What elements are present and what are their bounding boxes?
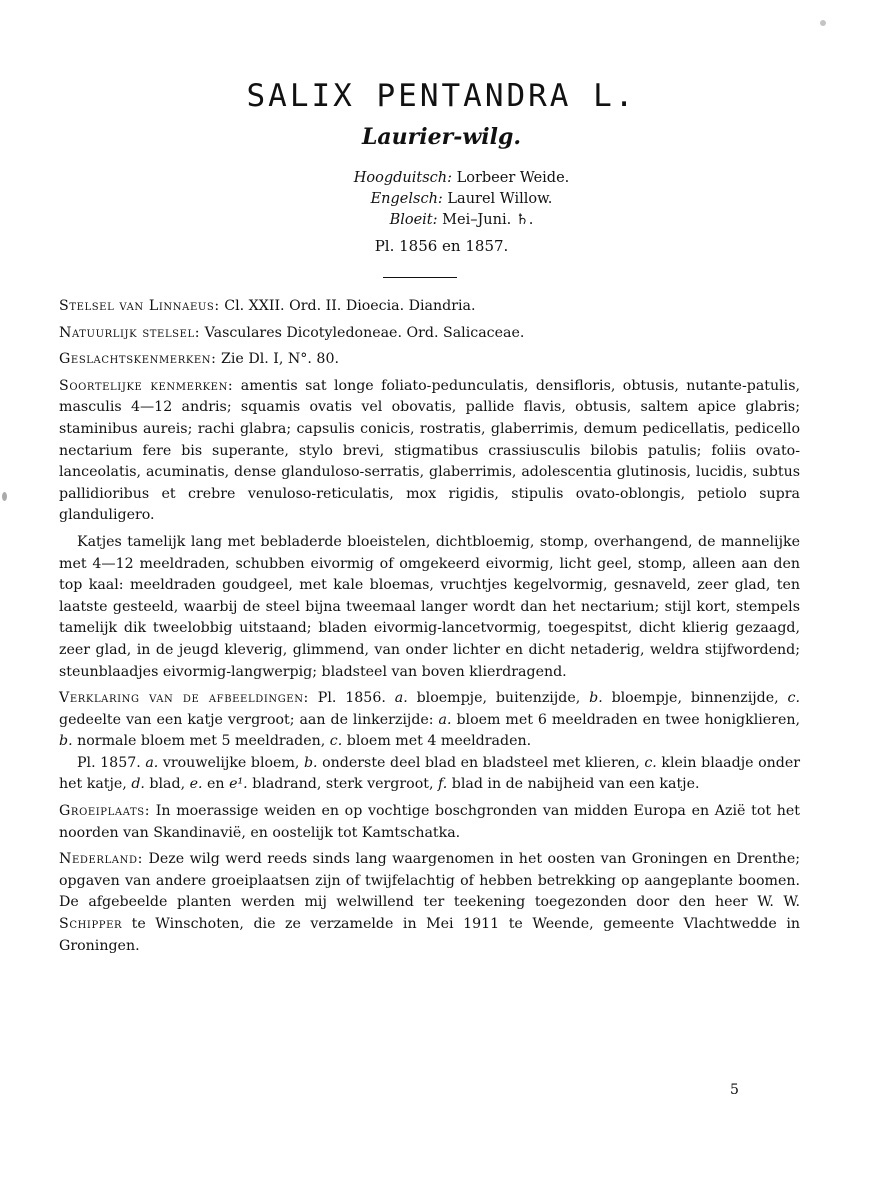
section-text: te Winschoten, die ze verzamelde in Mei 1911 te Weende, gemeente Vlachtwedde in Groningen. [59,916,800,954]
figure-letter: f. [437,776,448,793]
figure-letter: e¹. [229,776,248,793]
section-label: Groeiplaats: [59,803,151,820]
scan-speck [820,20,826,26]
section-verklaring [59,688,800,753]
section-text: Zie Dl. I, N°. 80. [216,351,339,368]
section-natuurlijk [59,323,800,345]
text-run: bloempje, buitenzijde, [407,690,590,707]
section-nederland [59,849,800,957]
section-text: Cl. XXII. Ord. II. Dioecia. Diandria. [219,298,476,314]
text-run: klein blaadje onder het katje, [59,754,801,793]
figure-letter: a. [394,690,408,707]
text-run: en [202,776,230,793]
page-subtitle: Laurier-wilg. [361,124,522,150]
name-value: Lorbeer Weide. [456,170,570,186]
text-run: bladrand, sterk vergroot, [247,776,438,793]
text-run: vrouwelijke bloem, [158,754,304,771]
section-groeiplaats [59,801,800,844]
figure-letter: e. [189,776,203,793]
text-run: blad in de nabijheid van een katje. [447,776,700,793]
text-run: bloem met 6 meeldraden en twee honigklieren, [451,711,800,728]
page-title: SALIX PENTANDRA L. [246,78,637,114]
text-run: normale bloem met 5 meeldraden, [72,733,330,750]
section-pl1857 [59,753,800,796]
section-soort [59,376,800,527]
figure-letter: b. [303,754,318,771]
figure-letter: a. [438,711,452,728]
section-label: Stelsel van Linnaeus: [59,298,220,314]
section-label: Natuurlijk stelsel: [59,324,201,341]
section-label: Nederland: [59,851,143,868]
divider [383,277,457,278]
figure-letter: b. [59,733,73,750]
section-label: Verklaring van de afbeeldingen: [59,690,309,707]
text-run: gedeelte van een katje vergroot; aan de linkerzijde: [59,711,439,728]
name-row-english [40,189,883,210]
section-stelsel [59,296,800,318]
person-name: Schipper [59,916,123,933]
text-run: blad, [144,776,190,793]
text-run: Pl. 1857. [77,754,146,771]
common-names [0,168,883,231]
section-geslacht [59,349,800,371]
figure-letter: c. [329,733,343,750]
section-text: amentis sat longe foliato-pedunculatis, densifloris, obtusis, nutante-patulis, masculis 4—12 andris; squamis ovatis vel obovatis, pallide flavis, obtusis, saltem apice glabris; staminibus aureis; rachi glabra; capsulis conicis, rostratis, glaberrimis, demum pedicellatis, pedicello nectarium fere bis superante, stylo brevi, stigmatibus crassiusculis bilobis patulis; foliis ovato-lanceolatis, acuminatis, dense glanduloso-serratis, glaberrimis, adolescentia glutinosis, lucidis, subtus pallidioribus et crebre venuloso-reticulatis, mox rigidis, stipulis ovato-oblongis, petiolo supra glanduligero. [59,377,800,524]
section-text: In moerassige weiden en op vochtige boschgronden van midden Europa en Azië tot het noorden van Skandinavië, en oostelijk tot Kamtschatka. [59,803,800,841]
name-row-german [40,168,883,189]
figure-letter: a. [145,754,159,771]
scan-speck [2,492,7,501]
figure-letter: b. [589,690,603,707]
text-run: bloem met 4 meeldraden. [342,733,532,750]
name-value: Mei–Juni. ♄. [442,212,534,228]
figure-letter: c. [787,690,800,707]
description-body [59,296,800,957]
section-katjes: Katjes tamelijk lang met bebladerde bloeistelen, dichtbloemig, stomp, overhangend, de mannelijke met 4—12 meeldraden, schubben eivormig of omgekeerd eivormig, licht geel, stomp, alleen aan den top kaal: meeldraden goudgeel, met kale bloemas, vruchtjes kegelvormig, gesnaveld, zeer glad, ten laatste gesteeld, waarbij de steel bijna tweemaal langer wordt dan het nectarium; stijl kort, stempels tamelijk dik tweelobbig uitstaand; bladen eivormig-lancetvormig, toegespitst, dicht klierig gezaagd, zeer glad, in de jeugd kleverig, glimmend, van onder lichter en dicht netaderig, weldra stijfwordend; steunblaadjes eivormig-langwerpig; bladsteel van boven klierdragend. [59,533,800,680]
text-run: bloempje, binnenzijde, [602,690,788,707]
name-value: Laurel Willow. [447,191,553,207]
section-text: Vasculares Dicotyledoneae. Ord. Salicaceae. [200,324,525,341]
text-run: onderste deel blad en bladsteel met klieren, [317,754,645,771]
text-run: Pl. 1856. [308,690,395,707]
plates-reference: Pl. 1856 en 1857. [374,237,509,255]
name-row-bloom [40,210,883,231]
section-label: Soortelijke kenmerken: [59,377,234,394]
figure-letter: d. [131,776,145,793]
name-label: Engelsch: [370,191,443,207]
section-label: Geslachtskenmerken: [59,351,217,368]
page-number: 5 [730,1082,739,1098]
name-label: Hoogduitsch: [353,170,452,186]
section-text: Deze wilg werd reeds sinds lang waargenomen in het oosten van Groningen en Drenthe; opgaven van andere groeiplaatsen zijn of twijfelachtig of hebben betrekking op aangeplante boomen. De afgebeelde planten werden mij welwillend ter teekening toegezonden door den heer W. W. [59,851,800,911]
name-label: Bloeit: [389,212,438,228]
figure-letter: c. [644,754,657,771]
